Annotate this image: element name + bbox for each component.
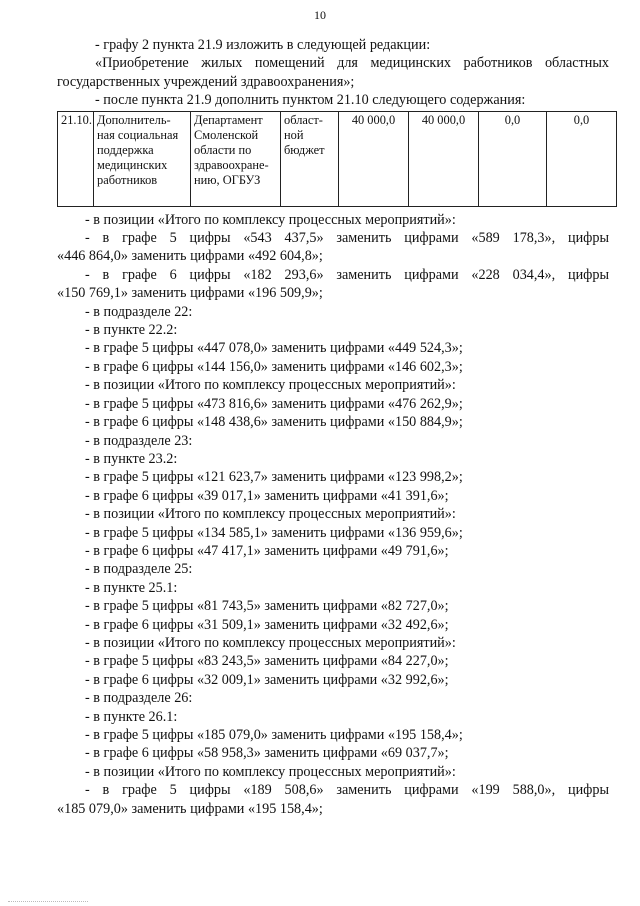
amendment-line: - в графе 6 цифры «39 017,1» заменить цифрами «41 391,6»; bbox=[85, 487, 449, 504]
amendment-line: - в позиции «Итого по комплексу процессных мероприятий»: bbox=[85, 763, 456, 780]
amendment-line: - в графе 5 цифры «543 437,5» заменить цифрами «589 178,3», цифры bbox=[85, 230, 609, 247]
amendment-line: - в позиции «Итого по комплексу процессных мероприятий»: bbox=[85, 211, 456, 228]
amendment-line: - в графе 5 цифры «83 243,5» заменить цифрами «84 227,0»; bbox=[85, 653, 449, 670]
amendment-line: - в подразделе 26: bbox=[85, 690, 193, 707]
amendment-line: - в графе 6 цифры «47 417,1» заменить цифрами «49 791,6»; bbox=[85, 542, 449, 559]
table-cell-executor: Департамент Смоленской области по здравоохране-нию, ОГБУЗ bbox=[191, 111, 281, 206]
amendment-line: - в позиции «Итого по комплексу процессных мероприятий»: bbox=[85, 377, 456, 394]
amendment-line: - в графе 6 цифры «148 438,6» заменить цифрами «150 884,9»; bbox=[85, 414, 463, 431]
amendment-line: - в подразделе 25: bbox=[85, 561, 193, 578]
table-row bbox=[58, 111, 617, 206]
amendment-line: - в графе 6 цифры «58 958,3» заменить цифрами «69 037,7»; bbox=[85, 745, 449, 762]
amendment-line: - в графе 5 цифры «447 078,0» заменить цифрами «449 524,3»; bbox=[85, 340, 463, 357]
amendment-line: - в графе 5 цифры «134 585,1» заменить цифрами «136 959,6»; bbox=[85, 524, 463, 541]
amendment-line: - в графе 5 цифры «81 743,5» заменить цифрами «82 727,0»; bbox=[85, 598, 449, 615]
table-cell-y3: 0,0 bbox=[547, 111, 617, 206]
document-body bbox=[57, 36, 609, 818]
table-cell-source: област-ной бюджет bbox=[281, 111, 339, 206]
amendment-line: - в графе 6 цифры «31 509,1» заменить цифрами «32 492,6»; bbox=[85, 616, 449, 633]
page-number: 10 bbox=[314, 8, 326, 22]
amendment-line: - в графе 5 цифры «473 816,6» заменить цифрами «476 262,9»; bbox=[85, 395, 463, 412]
footer-mark bbox=[8, 901, 88, 902]
budget-table bbox=[57, 111, 617, 207]
amendment-line: - в подразделе 23: bbox=[85, 432, 193, 449]
amendment-list bbox=[57, 211, 609, 818]
quote-line-1: «Приобретение жилых помещений для медицинских работников областных bbox=[95, 55, 609, 72]
amendment-line: - в графе 6 цифры «144 156,0» заменить цифрами «146 602,3»; bbox=[85, 358, 463, 375]
amendment-line: - в подразделе 22: bbox=[85, 303, 193, 320]
amendment-line: - в пункте 22.2: bbox=[85, 322, 178, 339]
amendment-line: - в пункте 26.1: bbox=[85, 708, 178, 725]
table-cell-y1: 40 000,0 bbox=[409, 111, 479, 206]
quote-line-2: государственных учреждений здравоохранения»; bbox=[57, 73, 355, 90]
amendment-line: - в позиции «Итого по комплексу процессных мероприятий»: bbox=[85, 506, 456, 523]
amendment-line-continuation: «185 079,0» заменить цифрами «195 158,4»; bbox=[57, 800, 323, 817]
amendment-line: - в графе 6 цифры «32 009,1» заменить цифрами «32 992,6»; bbox=[85, 671, 449, 688]
table-cell-name: Дополнитель-ная социальная поддержка медицинских работников bbox=[94, 111, 191, 206]
amendment-line: - в позиции «Итого по комплексу процессных мероприятий»: bbox=[85, 634, 456, 651]
intro-line: - графу 2 пункта 21.9 изложить в следующей редакции: bbox=[95, 37, 431, 53]
amendment-line: - в пункте 25.1: bbox=[85, 579, 178, 596]
table-cell-num: 21.10. bbox=[58, 111, 94, 206]
amendment-line-continuation: «446 864,0» заменить цифрами «492 604,8»; bbox=[57, 248, 323, 265]
amendment-line: - в графе 5 цифры «185 079,0» заменить цифрами «195 158,4»; bbox=[85, 727, 463, 743]
amendment-line: - в графе 5 цифры «121 623,7» заменить цифрами «123 998,2»; bbox=[85, 469, 463, 486]
table-cell-total: 40 000,0 bbox=[339, 111, 409, 206]
amendment-line: - в пункте 23.2: bbox=[85, 450, 178, 467]
table-cell-y2: 0,0 bbox=[479, 111, 547, 206]
amendment-line-continuation: «150 769,1» заменить цифрами «196 509,9»; bbox=[57, 285, 323, 302]
amendment-line: - в графе 5 цифры «189 508,6» заменить цифрами «199 588,0», цифры bbox=[85, 782, 609, 799]
addition-line: - после пункта 21.9 дополнить пунктом 21.10 следующего содержания: bbox=[95, 92, 526, 109]
amendment-line: - в графе 6 цифры «182 293,6» заменить цифрами «228 034,4», цифры bbox=[85, 266, 609, 283]
